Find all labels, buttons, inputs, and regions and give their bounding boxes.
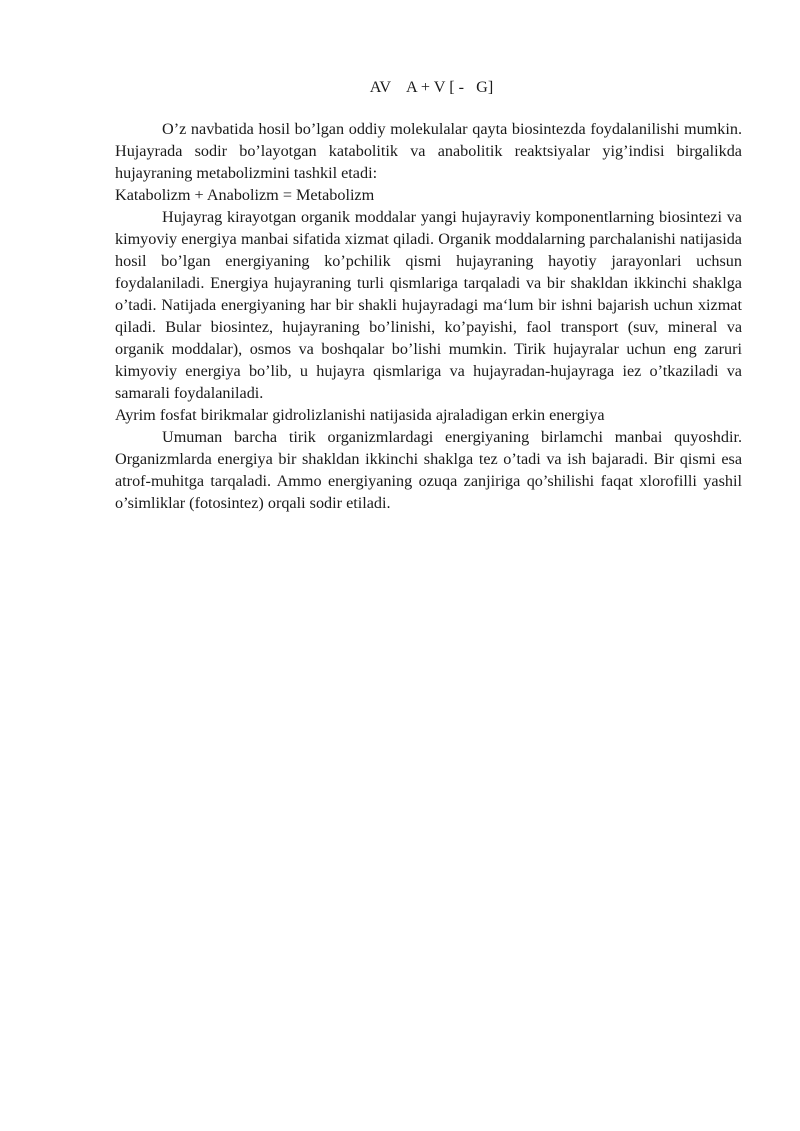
paragraph-energy-source: Umuman barcha tirik organizmlardagi energiyaning birlamchi manbai quyoshdir. Organizmlarda energiya bir shakldan ikkinchi shaklga tez o’tadi va ish bajaradi. Bir qismi esa atrof-muhitga tarqaladi. Ammo energiyaning ozuqa zanjiriga qo’shilishi faqat xlorofilli yashil o’simliklar (fotosintez) orqali sodir etiladi. [115, 428, 742, 512]
document-body [115, 76, 742, 514]
metabolism-equation: Katabolizm + Anabolizm = Metabolizm [115, 186, 375, 204]
free-energy-caption: Ayrim fosfat birikmalar gidrolizlanishi natijasida ajraladigan erkin energiya [115, 406, 605, 424]
formula-line: AV A + V [ - G] [369, 78, 494, 96]
paragraph-energy-usage: Hujayrag kirayotgan organik moddalar yangi hujayraviy komponentlarning biosintezi va kimyoviy energiya manbai sifatida xizmat qiladi. Organik moddalarning parchalanishi natijasida hosil bo’lgan energiyaning ko’pchilik qismi hujayraning hayotiy jarayonlari uchsun foydalaniladi. Energiya hujayraning turli qismlariga tarqaladi va bir shakldan ikkinchi shaklga o’tadi. Natijada energiyaning har bir shakli hujayradagi ma‘lum bir ishni bajarish uchun xizmat qiladi. Bular biosintez, hujayraning bo’linishi, ko’payishi, faol transport (suv, mineral va organik moddalar), osmos va boshqalar bo’lishi mumkin. Tirik hujayralar uchun eng zaruri kimyoviy energiya bo’lib, u hujayra qismlariga va hujayradan-hujayraga iez o’tkaziladi va samarali foydalaniladi. [115, 208, 742, 402]
paragraph-metabolism-intro: O’z navbatida hosil bo’lgan oddiy molekulalar qayta biosintezda foydalanilishi mumkin. Hujayrada sodir bo’layotgan katabolitik va anabolitik reaktsiyalar yig’indisi birgalikda hujayraning metabolizmini tashkil etadi: [115, 120, 742, 182]
